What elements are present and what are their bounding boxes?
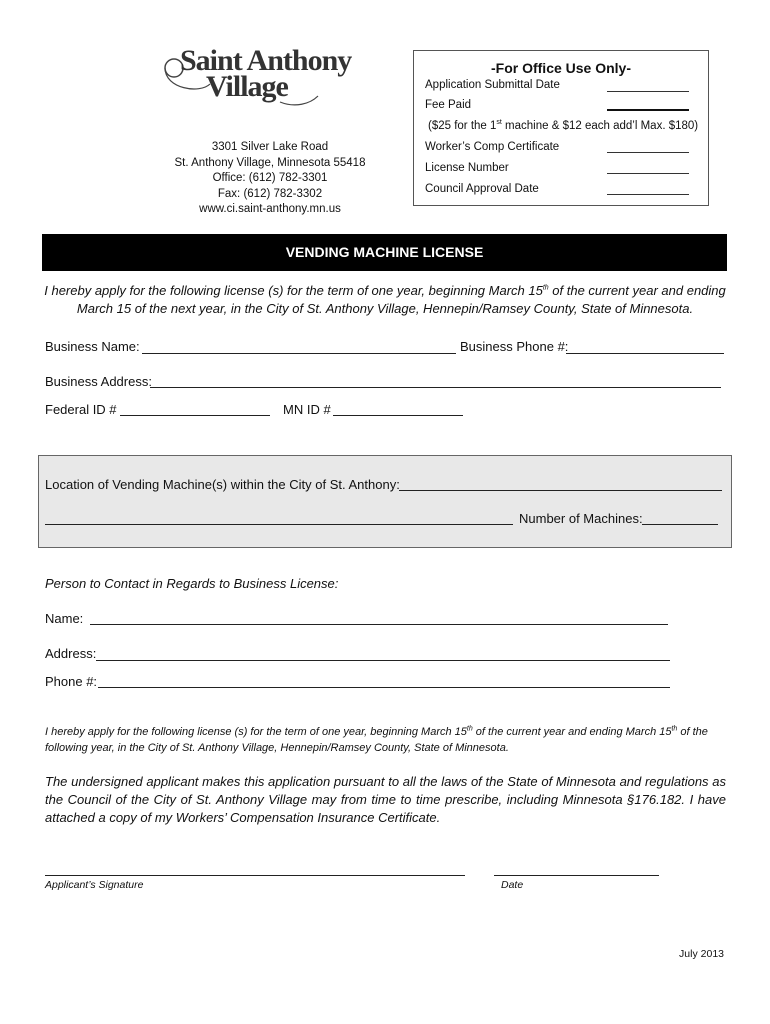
address-street: 3301 Silver Lake Road xyxy=(211,141,329,153)
contact-address-field[interactable] xyxy=(96,660,670,661)
federal-id-field[interactable] xyxy=(120,415,270,416)
revision-date: July 2013 xyxy=(679,948,724,960)
fee-note: ($25 for the 1st machine & $12 each add’l Max. $180) xyxy=(428,119,699,132)
location-field[interactable] xyxy=(399,490,722,491)
location-label: Location of Vending Machine(s) within the City of St. Anthony: xyxy=(45,477,400,492)
logo-line-1: Saint Anthony xyxy=(180,44,352,77)
city-address xyxy=(110,140,430,218)
contact-phone-field[interactable] xyxy=(98,687,670,688)
license-number-label: License Number xyxy=(425,162,509,174)
business-address-label: Business Address: xyxy=(45,374,152,389)
office-use-title: -For Office Use Only- xyxy=(490,60,632,76)
contact-name-field[interactable] xyxy=(90,624,668,625)
submittal-date-field[interactable] xyxy=(607,91,689,92)
contact-name-label: Name: xyxy=(45,611,84,626)
address-fax: Fax: (612) 782-3302 xyxy=(217,187,323,200)
business-phone-field[interactable] xyxy=(566,353,724,354)
business-name-label: Business Name: xyxy=(45,339,140,354)
contact-heading: Person to Contact in Regards to Business License: xyxy=(45,576,339,591)
submittal-date-label: Application Submittal Date xyxy=(425,79,560,91)
workers-comp-label: Worker’s Comp Certificate xyxy=(425,141,560,153)
address-website: www.ci.saint-anthony.mn.us xyxy=(199,203,341,215)
number-of-machines-field[interactable] xyxy=(642,524,718,525)
applicant-signature-field[interactable] xyxy=(45,875,465,876)
mn-id-field[interactable] xyxy=(333,415,463,416)
business-address-field[interactable] xyxy=(150,387,721,388)
office-use-box xyxy=(413,50,709,206)
intro-statement: I hereby apply for the following license (s) for the term of one year, beginning March 15th of the current year and ending March 15 of the next year, in the City of St. Anthony Village, Hennepin/Ramsey County, State of Minnesota. xyxy=(44,283,726,316)
federal-id-label: Federal ID # xyxy=(45,402,117,417)
city-logo xyxy=(160,44,352,114)
signature-date-label: Date xyxy=(501,879,524,891)
council-approval-label: Council Approval Date xyxy=(425,183,539,195)
workers-comp-field[interactable] xyxy=(607,152,689,153)
mn-id-label: MN ID # xyxy=(283,402,331,417)
applicant-signature-label: Applicant’s Signature xyxy=(45,879,144,891)
fee-paid-field[interactable] xyxy=(607,109,689,111)
applicant-statement: The undersigned applicant makes this application pursuant to all the laws of the State of Minnesota and regulations as the Council of the City of St. Anthony Village may from time to time prescribe, including Minnesota §176.182. I have attached a copy of my Workers’ Compensation Insurance Certificate. xyxy=(45,774,726,825)
fee-paid-label: Fee Paid xyxy=(425,99,472,111)
contact-phone-label: Phone #: xyxy=(45,674,98,689)
number-of-machines-label: Number of Machines: xyxy=(519,511,643,526)
small-intro-statement: I hereby apply for the following license (s) for the term of one year, beginning March 15th of the current year and ending March 15th of the following year, in the City of St. Anthony Village, Hennepin/Ramsey County, State of Minnesota. xyxy=(45,725,708,754)
form-title-banner: VENDING MACHINE LICENSE xyxy=(42,234,727,271)
business-name-field[interactable] xyxy=(142,353,456,354)
council-approval-field[interactable] xyxy=(607,194,689,195)
license-number-field[interactable] xyxy=(607,173,689,174)
address-city: St. Anthony Village, Minnesota 55418 xyxy=(174,156,366,169)
signature-date-field[interactable] xyxy=(494,875,659,876)
contact-address-label: Address: xyxy=(45,646,97,661)
location-field-line-2[interactable] xyxy=(45,524,513,525)
logo-line-2: Village xyxy=(206,70,288,103)
location-box xyxy=(38,455,732,548)
address-office-phone: Office: (612) 782-3301 xyxy=(212,172,328,184)
business-phone-label: Business Phone #: xyxy=(460,339,569,354)
